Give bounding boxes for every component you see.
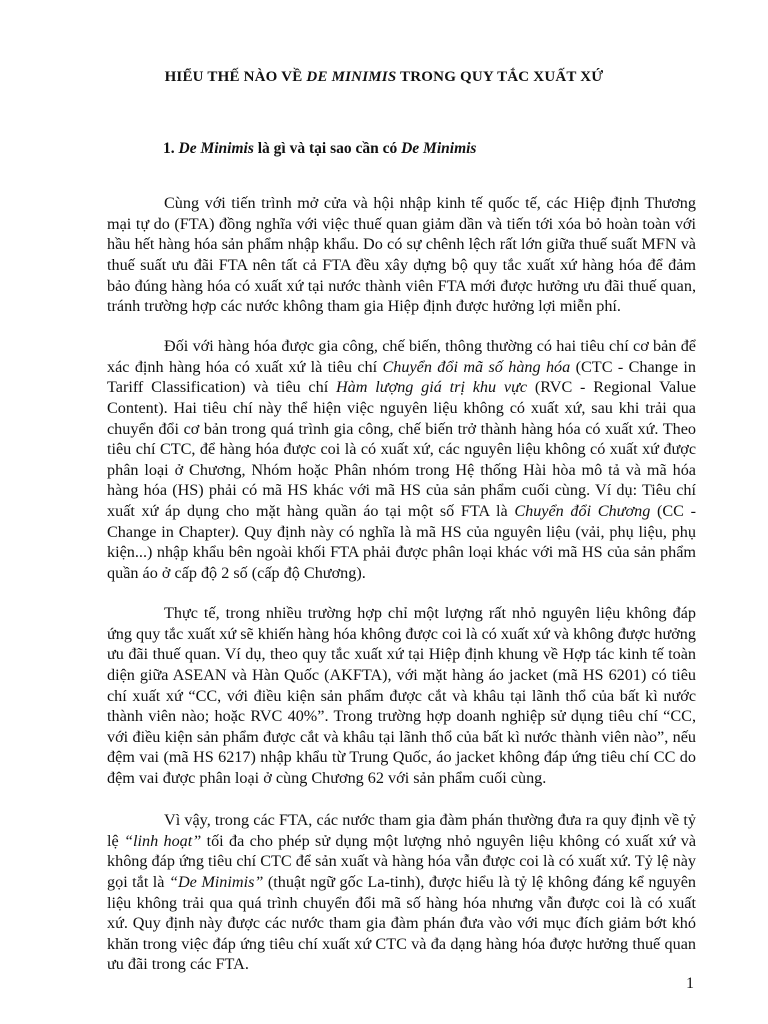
paragraph-4 [107, 810, 696, 975]
title-text-2: TRONG QUY TẮC XUẤT XỨ [396, 69, 604, 85]
paragraph-4-italic-d: “De Minimis” [168, 872, 264, 891]
section-number: 1. [163, 140, 179, 157]
section-heading [163, 140, 476, 158]
paragraph-2-text-e: (RVC - Regional Value Content). Hai tiêu chí này thể hiện việc nguyên liệu không có xuất xứ, sau khi trải qua chuyển đổi cơ bản trong quá trình gia công, chế biến trở thành hàng hóa có xuất xứ. Theo tiêu chí CTC, để hàng hóa được coi là có xuất xứ, các nguyên liệu không có xuất xứ được phân loại ở Chương, Nhóm hoặc Phân nhóm trong Hệ thống Hài hòa mô tả và mã hóa hàng hóa (HS) phải có mã HS khác với mã HS của sản phẩm cuối cùng. Ví dụ: Tiêu chí xuất xứ áp dụng cho mặt hàng quần áo tại một số FTA là [107, 378, 697, 520]
paragraph-2-text-a: Đối với hàng hóa được gia công, chế biến, thông thường có hai tiêu chí cơ bản để xác định hàng hóa có xuất xứ là tiêu chí [107, 337, 696, 376]
paragraph-4-text-e: (thuật ngữ gốc La-tinh), được hiểu là tỷ lệ không đáng kể nguyên liệu không trải qua quá trình chuyển đổi mã số hàng hóa nhưng vẫn được coi là có xuất xứ. Quy định này được các nước tham gia đàm phán đưa vào với mục đích giảm bớt khó khăn trong việc đáp ứng tiêu chí xuất xứ CTC và đa dạng hàng hóa được hưởng thuế quan ưu đãi trong các FTA. [107, 872, 696, 974]
page-number: 1 [686, 975, 694, 992]
page-title [0, 69, 768, 86]
section-heading-italic-1: De Minimis [178, 140, 254, 157]
title-text-italic: DE MINIMIS [306, 69, 397, 85]
paragraph-2-italic-f: Chuyển đổi Chương [514, 501, 651, 520]
paragraph-2-text-i: Quy định này có nghĩa là mã HS của nguyên liệu (vải, phụ liệu, phụ kiện...) nhập khẩu bên ngoài khối FTA phải được phân loại khác với mã HS của sản phẩm quần áo ở cấp độ 2 số (cấp độ Chương). [107, 522, 696, 582]
paragraph-4-italic-b: “linh hoạt” [124, 831, 202, 850]
paragraph-4-text-c: tối đa cho phép sử dụng một lượng nhỏ nguyên liệu không có xuất xứ và không đáp ứng tiêu chí CTC để sản xuất và hàng hóa vẫn được coi là có xuất xứ. Tỷ lệ này gọi tắt là [107, 831, 697, 891]
paragraph-2-text-g: (CC - Change in Chapter [107, 501, 697, 541]
title-text-1: HIỂU THẾ NÀO VỀ [164, 69, 307, 85]
paragraph-2-italic-h: ). [229, 522, 240, 541]
paragraph-2-text-c: (CTC - Change in Tariff Classification) và tiêu chí [107, 357, 697, 397]
paragraph-4-text-a: Vì vậy, trong các FTA, các nước tham gia đàm phán thường đưa ra quy định về tỷ lệ [107, 811, 696, 850]
paragraph-2-italic-d: Hàm lượng giá trị khu vực [335, 378, 528, 397]
paragraph-3: Thực tế, trong nhiều trường hợp chỉ một lượng rất nhỏ nguyên liệu không đáp ứng quy tắc xuất xứ sẽ khiến hàng hóa không được coi là có xuất xứ và không được hưởng ưu đãi thuế quan. Ví dụ, theo quy tắc xuất xứ tại Hiệp định khung về Hợp tác kinh tế toàn diện giữa ASEAN và Hàn Quốc (AKFTA), với mặt hàng áo jacket (mã HS 6201) có tiêu chí xuất xứ “CC, với điều kiện sản phẩm được cắt và khâu tại lãnh thổ của bất kì nước thành viên nào; hoặc RVC 40%”. Trong trường hợp doanh nghiệp sử dụng tiêu chí “CC, với điều kiện sản phẩm được cắt và khâu tại lãnh thổ của bất kì nước thành viên nào”, nếu đệm vai (mã HS 6217) nhập khẩu từ Trung Quốc, áo jacket không đáp ứng tiêu chí CC do đệm vai được phân loại ở cùng Chương 62 với sản phẩm cuối cùng. [107, 604, 696, 787]
paragraph-1: Cùng với tiến trình mở cửa và hội nhập kinh tế quốc tế, các Hiệp định Thương mại tự do (FTA) đồng nghĩa với việc thuế quan giảm dần và tiến tới xóa bỏ hoàn toàn với hầu hết hàng hóa sản phẩm nhập khẩu. Do có sự chênh lệch rất lớn giữa thuế suất MFN và thuế suất ưu đãi FTA nên tất cả FTA đều xây dựng bộ quy tắc xuất xứ hàng hóa để đảm bảo đúng hàng hóa có xuất xứ tại nước thành viên FTA mới được hưởng ưu đãi thuế quan, tránh trường hợp các nước không tham gia Hiệp định được hưởng lợi miễn phí. [107, 194, 696, 316]
paragraph-2-italic-b: Chuyển đổi mã số hàng hóa [382, 357, 571, 376]
section-heading-italic-2: De Minimis [401, 140, 477, 157]
paragraph-2 [107, 336, 696, 583]
section-heading-text: là gì và tại sao cần có [253, 140, 402, 157]
